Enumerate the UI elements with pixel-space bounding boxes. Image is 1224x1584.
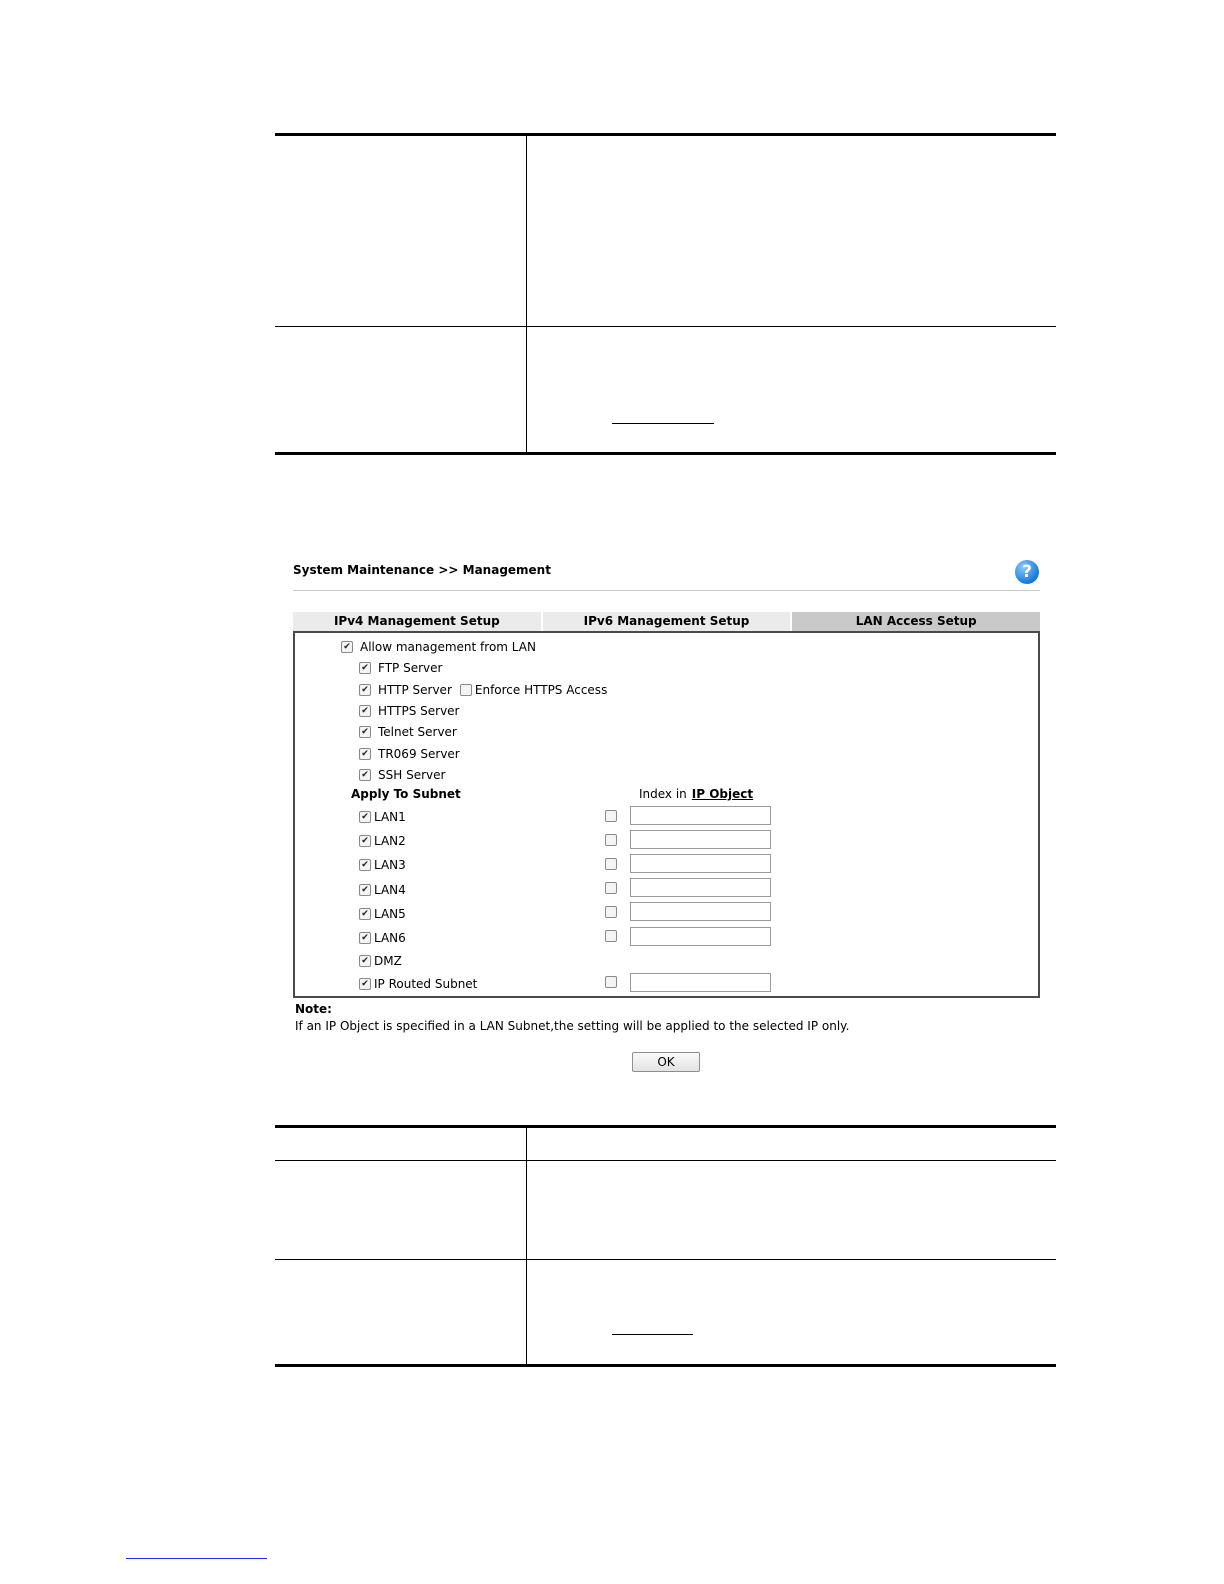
lan6-ip-object-checkbox[interactable] (605, 930, 617, 942)
tr069-server-checkbox[interactable]: ✔ (359, 748, 371, 760)
lan3-label: LAN3 (374, 858, 406, 872)
top-table-divider (526, 136, 527, 453)
bottom-table-link-underline (612, 1334, 693, 1335)
top-table-row-separator (275, 326, 1056, 327)
breadcrumb: System Maintenance >> Management (293, 563, 551, 577)
subnet-row-ip-routed (359, 977, 477, 991)
top-table-link-underline (612, 423, 714, 424)
enforce-https-checkbox[interactable] (460, 684, 472, 696)
top-table-top-rule (275, 133, 1056, 136)
subnet-row-lan4 (359, 883, 406, 897)
lan5-checkbox[interactable]: ✔ (359, 908, 371, 920)
lan3-checkbox[interactable]: ✔ (359, 859, 371, 871)
http-server-label: HTTP Server (378, 683, 452, 697)
ip-object-link[interactable]: IP Object (691, 787, 754, 801)
lan5-label: LAN5 (374, 907, 406, 921)
lan2-ip-object-checkbox[interactable] (605, 834, 617, 846)
tab-ipv4-management-setup[interactable]: IPv4 Management Setup (293, 612, 543, 631)
dmz-checkbox[interactable]: ✔ (359, 955, 371, 967)
server-row-ftp (359, 661, 442, 675)
lan2-ip-object-input[interactable] (630, 830, 771, 849)
server-row-http (359, 683, 607, 697)
bottom-table-header-separator (275, 1160, 1056, 1161)
enforce-https-label: Enforce HTTPS Access (474, 683, 608, 697)
tab-lan-access-setup[interactable]: LAN Access Setup (792, 612, 1040, 631)
lan4-checkbox[interactable]: ✔ (359, 884, 371, 896)
subnet-row-lan5 (359, 907, 406, 921)
bottom-table-bottom-rule (275, 1364, 1056, 1367)
lan4-ip-object-input[interactable] (630, 878, 771, 897)
tr069-server-label: TR069 Server (378, 747, 460, 761)
lan5-ip-object-checkbox[interactable] (605, 906, 617, 918)
lan3-ip-object-checkbox[interactable] (605, 858, 617, 870)
allow-management-checkbox[interactable]: ✔ (341, 641, 353, 653)
allow-management-row (341, 640, 536, 654)
lan1-ip-object-input[interactable] (630, 806, 771, 825)
subnet-row-lan1 (359, 810, 406, 824)
tab-ipv6-management-setup[interactable]: IPv6 Management Setup (543, 612, 793, 631)
bottom-table-top-rule (275, 1125, 1056, 1128)
telnet-server-checkbox[interactable]: ✔ (359, 726, 371, 738)
lan6-checkbox[interactable]: ✔ (359, 932, 371, 944)
https-server-label: HTTPS Server (378, 704, 460, 718)
subnet-row-dmz (359, 954, 402, 968)
lan6-label: LAN6 (374, 931, 406, 945)
server-row-telnet (359, 725, 457, 739)
ip-routed-subnet-checkbox[interactable]: ✔ (359, 978, 371, 990)
lan5-ip-object-input[interactable] (630, 902, 771, 921)
apply-to-subnet-heading: Apply To Subnet (351, 787, 461, 801)
lan1-checkbox[interactable]: ✔ (359, 811, 371, 823)
lan3-ip-object-input[interactable] (630, 854, 771, 873)
ssh-server-checkbox[interactable]: ✔ (359, 769, 371, 781)
ssh-server-label: SSH Server (378, 768, 446, 782)
lan2-checkbox[interactable]: ✔ (359, 835, 371, 847)
tab-bar (293, 612, 1040, 631)
lan4-label: LAN4 (374, 883, 406, 897)
help-icon[interactable]: ? (1015, 560, 1039, 584)
top-table-bottom-rule (275, 452, 1056, 455)
lan6-ip-object-input[interactable] (630, 927, 771, 946)
bottom-table-row-separator (275, 1259, 1056, 1260)
note-label: Note: (295, 1002, 332, 1016)
breadcrumb-divider (293, 590, 1040, 591)
note-text: If an IP Object is specified in a LAN Subnet,the setting will be applied to the selected IP only. (295, 1019, 850, 1033)
telnet-server-label: Telnet Server (378, 725, 457, 739)
lan2-label: LAN2 (374, 834, 406, 848)
bottom-table-divider (526, 1128, 527, 1365)
lan1-ip-object-checkbox[interactable] (605, 810, 617, 822)
dmz-label: DMZ (374, 954, 402, 968)
subnet-row-lan3 (359, 858, 406, 872)
ok-button[interactable]: OK (632, 1052, 700, 1072)
lan4-ip-object-checkbox[interactable] (605, 882, 617, 894)
http-server-checkbox[interactable]: ✔ (359, 684, 371, 696)
footer-link-underline (126, 1558, 267, 1559)
https-server-checkbox[interactable]: ✔ (359, 705, 371, 717)
ip-routed-subnet-label: IP Routed Subnet (374, 977, 478, 991)
server-row-tr069 (359, 747, 460, 761)
ftp-server-checkbox[interactable]: ✔ (359, 662, 371, 674)
ftp-server-label: FTP Server (378, 661, 443, 675)
allow-management-label: Allow management from LAN (360, 640, 536, 654)
ip-routed-ip-object-checkbox[interactable] (605, 976, 617, 988)
server-row-https (359, 704, 460, 718)
index-in-ip-object-heading (639, 787, 753, 801)
lan1-label: LAN1 (374, 810, 406, 824)
server-row-ssh (359, 768, 445, 782)
subnet-row-lan2 (359, 834, 406, 848)
index-in-label: Index in (639, 787, 687, 801)
ip-routed-ip-object-input[interactable] (630, 973, 771, 992)
subnet-row-lan6 (359, 931, 406, 945)
